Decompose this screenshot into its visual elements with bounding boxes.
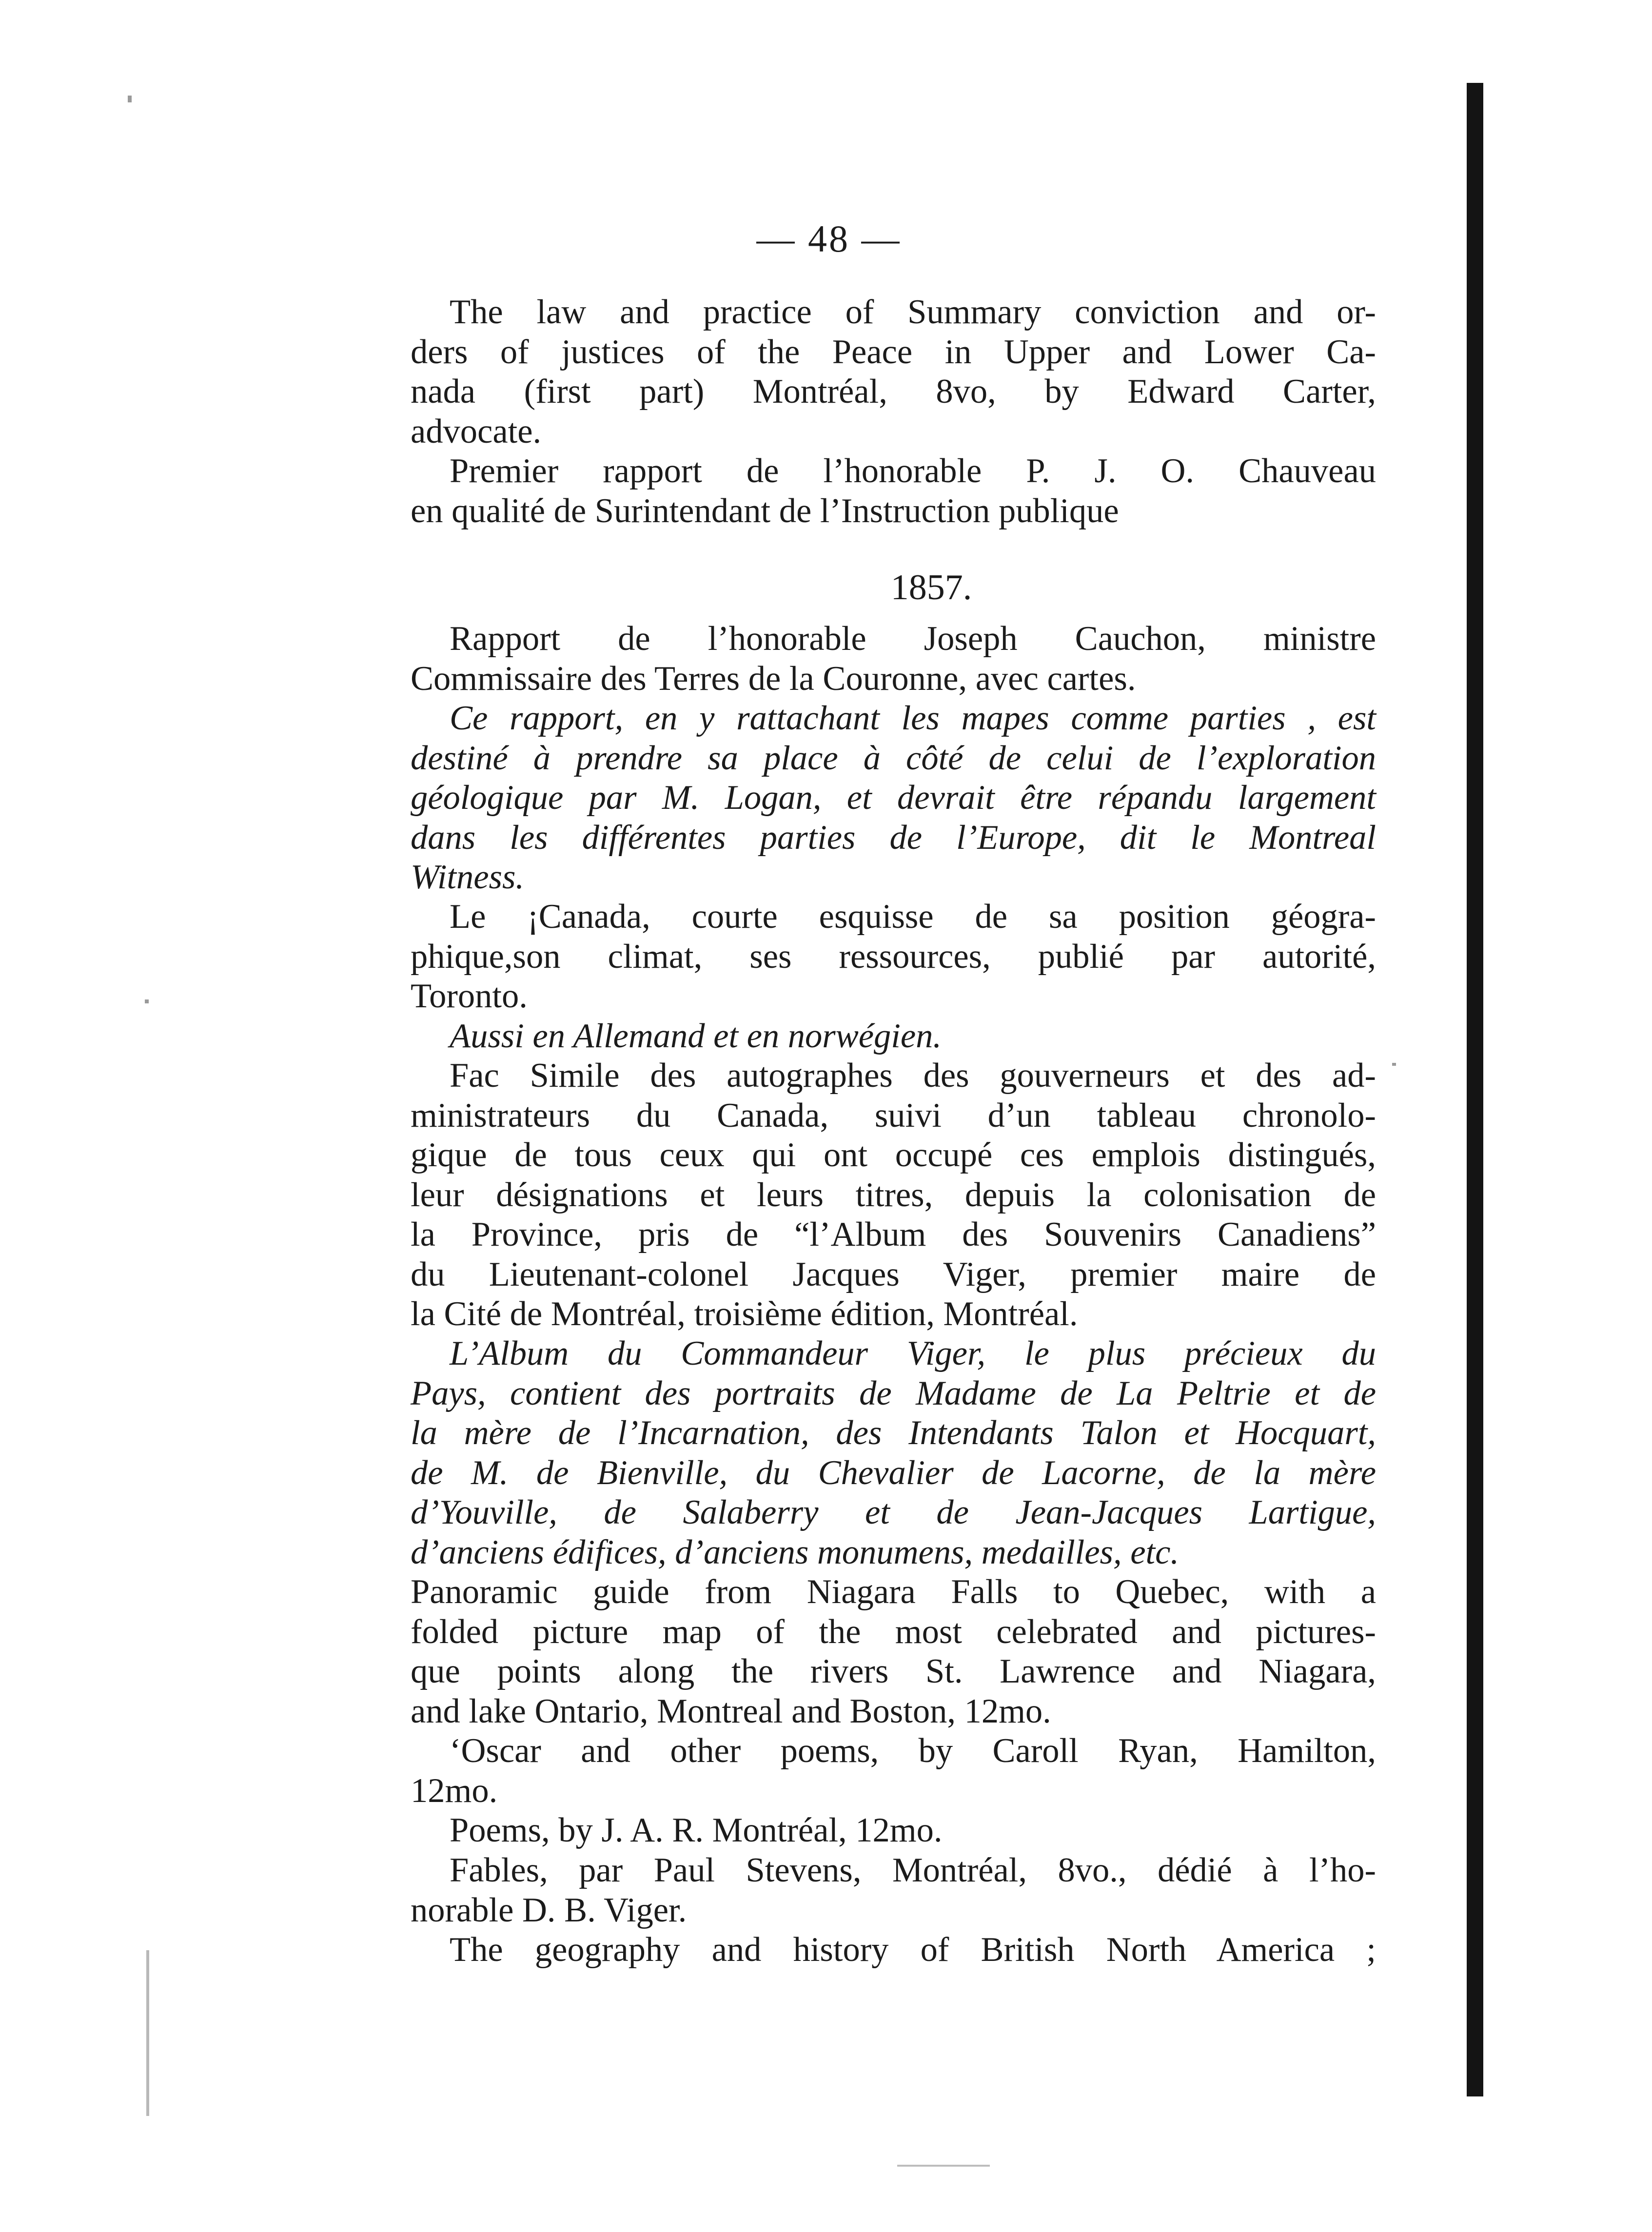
entry-fac-simile-autographes <box>411 1056 1376 1334</box>
note-album-viger <box>411 1334 1376 1572</box>
text-line: du Lieutenant-colonel Jacques Viger, premier maire de <box>411 1255 1376 1293</box>
text-line: norable D. B. Viger. <box>411 1891 687 1929</box>
text-line: Pays, contient des portraits de Madame de La Peltrie et de <box>411 1374 1376 1412</box>
entry-oscar-poems <box>411 1731 1376 1811</box>
bottom-edge-mark <box>897 2165 990 2167</box>
text-line: leur désignations et leurs titres, depuis la colonisation de <box>411 1175 1376 1214</box>
entry-le-canada <box>411 897 1376 1017</box>
text-line: la mère de l’Incarnation, des Intendants Talon et Hocquart, <box>411 1414 1376 1452</box>
text-line: en qualité de Surintendant de l’Instruction publique <box>411 491 1119 530</box>
text-line: folded picture map of the most celebrated and pictures- <box>411 1612 1376 1651</box>
entry-fables-stevens <box>411 1851 1376 1930</box>
text-line: nada (first part) Montréal, 8vo, by Edward Carter, <box>411 372 1376 411</box>
text-line: Aussi en Allemand et en norwégien. <box>450 1017 942 1055</box>
text-line: Rapport de l’honorable Joseph Cauchon, ministre <box>450 620 1376 658</box>
text-line: 12mo. <box>411 1771 498 1810</box>
text-line: L’Album du Commandeur Viger, le plus précieux du <box>450 1334 1376 1372</box>
text-line: advocate. <box>411 412 542 450</box>
text-line: Premier rapport de l’honorable P. J. O. Chauveau <box>450 452 1376 490</box>
text-line: d’Youville, de Salaberry et de Jean-Jacques Lartigue, <box>411 1493 1376 1531</box>
entry-panoramic-guide <box>411 1572 1376 1731</box>
note-cauchon-rapport <box>411 699 1376 898</box>
entry-carter-summary-conviction <box>411 293 1376 451</box>
text-line: géologique par M. Logan, et devrait être répandu largement <box>411 779 1376 817</box>
scan-speck <box>1392 1063 1396 1066</box>
text-line: Commissaire des Terres de la Couronne, avec cartes. <box>411 659 1136 698</box>
scan-speck <box>128 96 132 102</box>
text-line: dans les différentes parties de l’Europe, dit le Montreal <box>411 818 1376 857</box>
text-line: The law and practice of Summary conviction and or- <box>450 293 1376 331</box>
text-line: que points along the rivers St. Lawrence and Niagara, <box>411 1652 1376 1690</box>
entry-poems-jar <box>411 1811 1376 1851</box>
text-line: la Cité de Montréal, troisième édition, Montréal. <box>411 1295 1078 1333</box>
scan-speck <box>145 999 149 1003</box>
text-line: destiné à prendre sa place à côté de celui de l’exploration <box>411 739 1376 777</box>
text-line: Poems, by J. A. R. Montréal, 12mo. <box>450 1811 943 1849</box>
text-line: Ce rapport, en y rattachant les mapes comme parties , est <box>450 699 1376 737</box>
note-le-canada <box>411 1017 1376 1057</box>
text-line: Le ¡Canada, courte esquisse de sa position géogra- <box>450 898 1376 936</box>
text-line: Witness. <box>411 858 525 896</box>
text-line: ministrateurs du Canada, suivi d’un tableau chronolo- <box>411 1096 1376 1135</box>
text-line: d’anciens édifices, d’anciens monumens, medailles, etc. <box>411 1533 1180 1571</box>
entry-cauchon-rapport <box>411 619 1376 699</box>
text-line: Fables, par Paul Stevens, Montréal, 8vo., dédié à l’ho- <box>450 1851 1376 1889</box>
text-line: Fac Simile des autographes des gouverneurs et des ad- <box>450 1057 1376 1095</box>
text-line: Panoramic guide from Niagara Falls to Quebec, with a <box>411 1573 1376 1611</box>
margin-dots <box>146 1950 149 2116</box>
text-line: phique,son climat, ses ressources, publié par autorité, <box>411 937 1376 976</box>
page-number: — 48 — <box>756 217 902 260</box>
text-line: ‘Oscar and other poems, by Caroll Ryan, Hamilton, <box>450 1732 1376 1770</box>
entry-geography-history <box>411 1930 1376 1970</box>
entry-chauveau-rapport <box>411 451 1376 531</box>
text-line: The geography and history of British North America ; <box>450 1931 1376 1969</box>
binding-edge-shadow <box>1467 83 1483 2096</box>
text-line: la Province, pris de “l’Album des Souvenirs Canadiens” <box>411 1215 1376 1253</box>
text-line: and lake Ontario, Montreal and Boston, 12mo. <box>411 1692 1051 1730</box>
text-line: Toronto. <box>411 977 528 1015</box>
text-line: ders of justices of the Peace in Upper and Lower Ca- <box>411 333 1376 371</box>
year-heading: 1857. <box>890 568 972 607</box>
text-line: gique de tous ceux qui ont occupé ces emplois distingués, <box>411 1136 1376 1174</box>
text-line: de M. de Bienville, du Chevalier de Lacorne, de la mère <box>411 1453 1376 1492</box>
